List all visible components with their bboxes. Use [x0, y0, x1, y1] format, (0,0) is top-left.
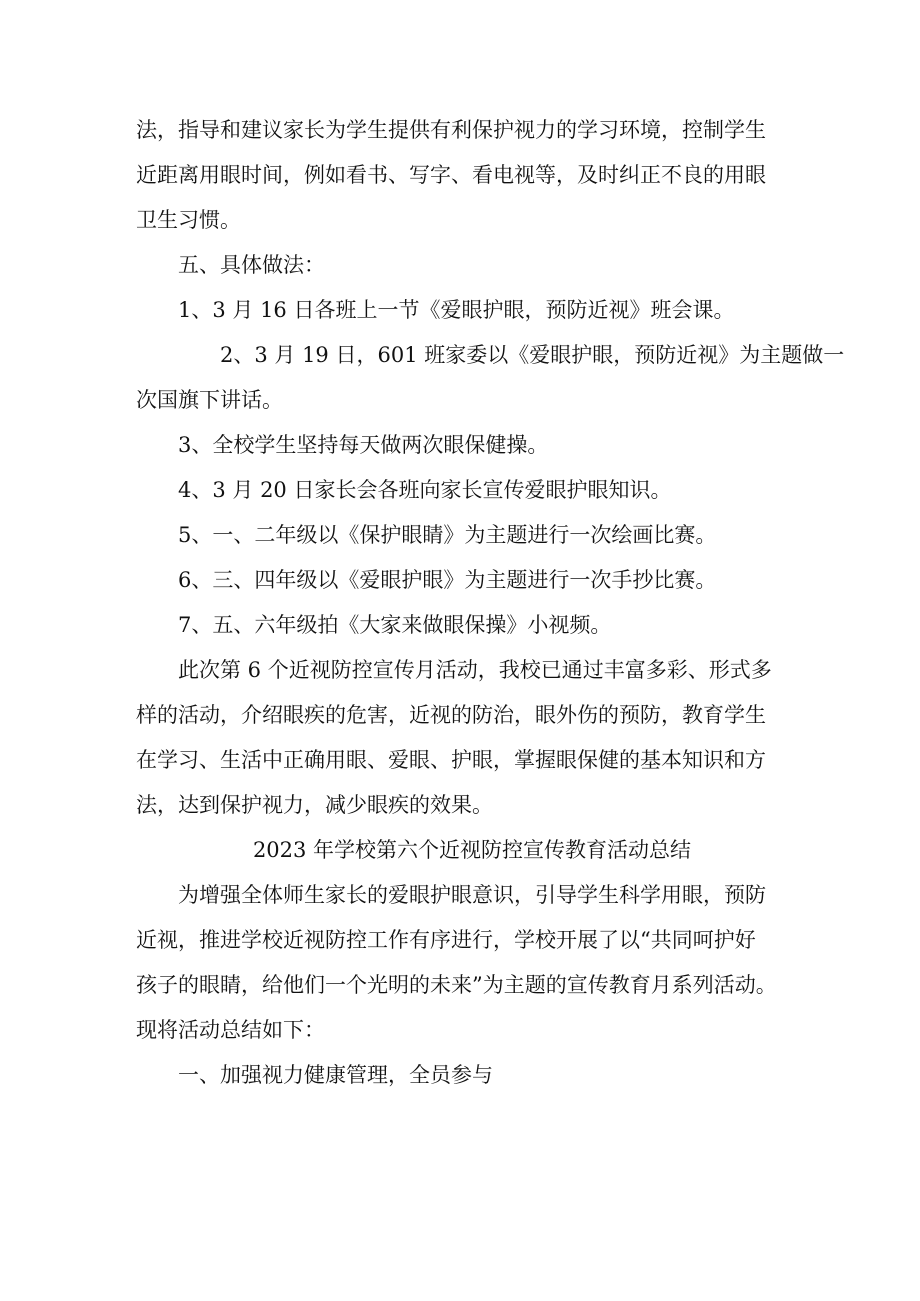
document-title: 2023 年学校第六个近视防控宣传教育活动总结	[252, 838, 692, 862]
paragraph-summary	[136, 648, 808, 828]
list-item: 5、一、二年级以《保护眼睛》为主题进行一次绘画比赛。	[178, 523, 717, 547]
text-line: 近距离用眼时间，例如看书、写字、看电视等，及时纠正不良的用眼	[136, 163, 766, 187]
text-line: 此次第 6 个近视防控宣传月活动，我校已通过丰富多彩、形式多	[178, 658, 772, 682]
text-line: 为增强全体师生家长的爱眼护眼意识，引导学生科学用眼，预防	[178, 883, 766, 907]
text-line: 次国旗下讲话。	[136, 388, 283, 412]
text-line: 2、3 月 19 日，601 班家委以《爱眼护眼，预防近视》为主题做一	[220, 343, 845, 367]
paragraph-guidance	[136, 108, 808, 243]
list-item: 7、五、六年级拍《大家来做眼保操》小视频。	[178, 613, 612, 637]
list-item: 6、三、四年级以《爱眼护眼》为主题进行一次手抄比赛。	[178, 568, 717, 592]
section-heading-management: 一、加强视力健康管理，全员参与	[178, 1063, 493, 1087]
text-line: 卫生习惯。	[136, 208, 241, 232]
text-line: 法，指导和建议家长为学生提供有利保护视力的学习环境，控制学生	[136, 118, 766, 142]
text-line: 样的活动，介绍眼疾的危害，近视的防治，眼外伤的预防，教育学生	[136, 703, 766, 727]
list-item: 3、全校学生坚持每天做两次眼保健操。	[178, 433, 549, 457]
section-heading-methods: 五、具体做法：	[178, 253, 325, 277]
text-line: 孩子的眼睛，给他们一个光明的未来”为主题的宣传教育月系列活动。	[136, 973, 777, 997]
list-item: 1、3 月 16 日各班上一节《爱眼护眼，预防近视》班会课。	[178, 298, 735, 322]
text-line: 现将活动总结如下：	[136, 1018, 325, 1042]
list-item: 4、3 月 20 日家长会各班向家长宣传爱眼护眼知识。	[178, 478, 672, 502]
paragraph-intro	[136, 873, 808, 1053]
list-item	[136, 333, 845, 423]
text-line: 法，达到保护视力，减少眼疾的效果。	[136, 793, 493, 817]
text-line: 在学习、生活中正确用眼、爱眼、护眼，掌握眼保健的基本知识和方	[136, 748, 766, 772]
text-line: 近视，推进学校近视防控工作有序进行，学校开展了以“共同呵护好	[136, 928, 756, 952]
document-body	[136, 108, 845, 1098]
